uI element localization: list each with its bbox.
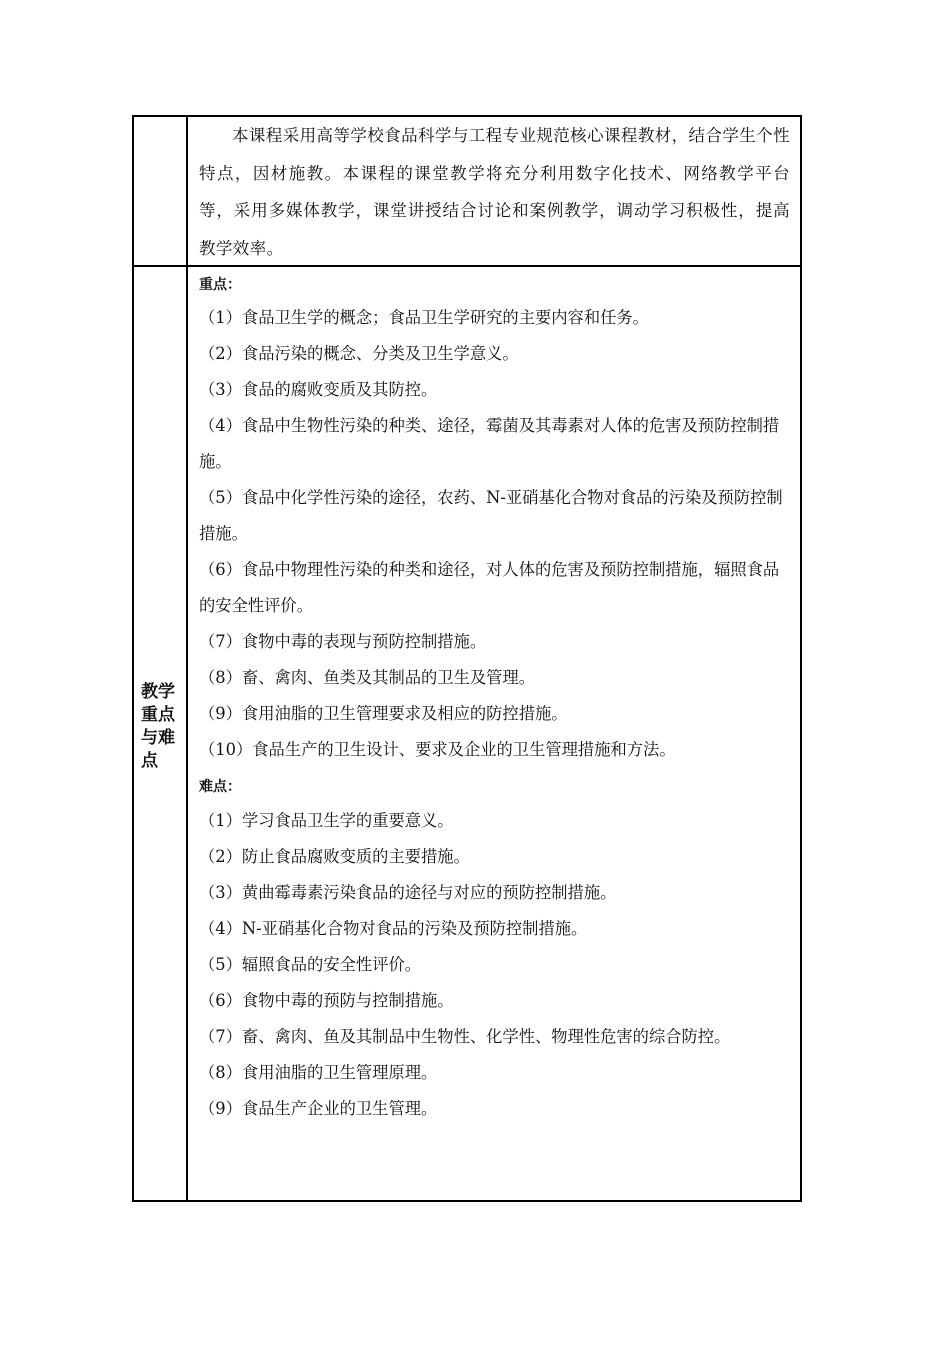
list-item: （5）辐照食品的安全性评价。 xyxy=(199,955,422,974)
list-item: （4）N-亚硝基化合物对食品的污染及预防控制措施。 xyxy=(199,919,588,938)
list-item: （2）食品污染的概念、分类及卫生学意义。 xyxy=(199,344,519,363)
key-difficult-points-label: 教学重点与难点 xyxy=(141,682,175,771)
list-item: （5）食品中化学性污染的途径，农药、N-亚硝基化合物对食品的污染及预防控制措施。 xyxy=(199,488,783,543)
teaching-method-label-cell xyxy=(134,117,188,265)
list-item: （9）食用油脂的卫生管理要求及相应的防控措施。 xyxy=(199,704,568,723)
list-item: （3）食品的腐败变质及其防控。 xyxy=(199,380,438,399)
list-item: （2）防止食品腐败变质的主要措施。 xyxy=(199,847,470,866)
list-item: （7）畜、禽肉、鱼及其制品中生物性、化学性、物理性危害的综合防控。 xyxy=(199,1027,731,1046)
list-item: （8）畜、禽肉、鱼类及其制品的卫生及管理。 xyxy=(199,668,535,687)
key-points-title: 重点： xyxy=(199,277,241,293)
list-item: （1）学习食品卫生学的重要意义。 xyxy=(199,811,454,830)
syllabus-table xyxy=(132,115,802,1202)
list-item: （6）食物中毒的预防与控制措施。 xyxy=(199,991,454,1010)
difficult-points-list xyxy=(199,803,790,1127)
list-item: （1）食品卫生学的概念；食品卫生学研究的主要内容和任务。 xyxy=(199,308,649,327)
list-item: （6）食品中物理性污染的种类和途径，对人体的危害及预防控制措施，辐照食品的安全性评价。 xyxy=(199,560,780,615)
key-points-list xyxy=(199,300,790,768)
teaching-method-row xyxy=(134,117,800,267)
list-item: （8）食用油脂的卫生管理原理。 xyxy=(199,1063,438,1082)
difficult-points-title: 难点： xyxy=(199,779,241,795)
teaching-method-content-cell xyxy=(190,117,800,265)
key-difficult-points-row xyxy=(134,267,800,1200)
list-item: （7）食物中毒的表现与预防控制措施。 xyxy=(199,632,487,651)
list-item: （9）食品生产企业的卫生管理。 xyxy=(199,1099,438,1118)
list-item: （3）黄曲霉毒素污染食品的途径与对应的预防控制措施。 xyxy=(199,883,617,902)
key-difficult-points-content-cell xyxy=(190,267,800,1200)
list-item: （4）食品中生物性污染的种类、途径，霉菌及其毒素对人体的危害及预防控制措施。 xyxy=(199,416,780,471)
teaching-method-text: 本课程采用高等学校食品科学与工程专业规范核心课程教材，结合学生个性特点，因材施教。本课程的课堂教学将充分利用数字化技术、网络教学平台等，采用多媒体教学，课堂讲授结合讨论和案例教学，调动学习积极性，提高教学效率。 xyxy=(199,126,790,258)
key-difficult-points-label-cell xyxy=(134,267,188,1200)
list-item: （10）食品生产的卫生设计、要求及企业的卫生管理措施和方法。 xyxy=(199,740,676,759)
